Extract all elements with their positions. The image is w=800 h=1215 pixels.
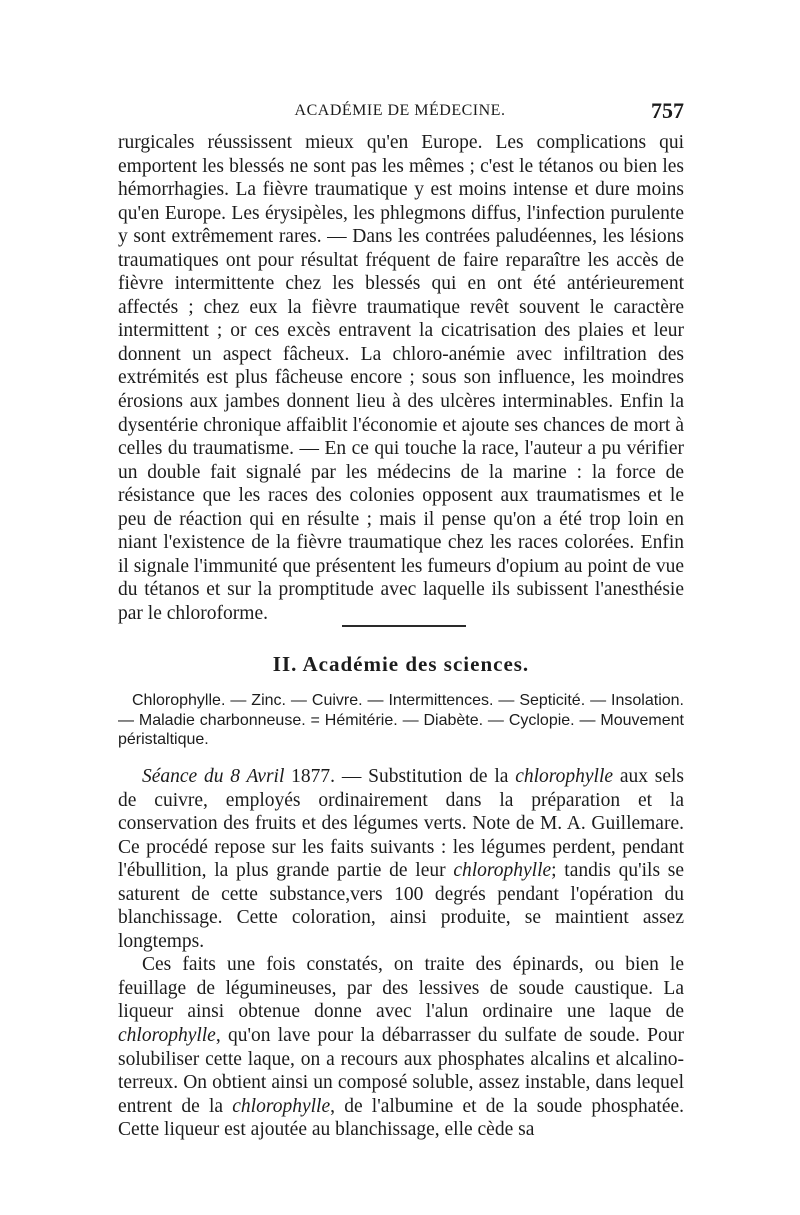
seance-text-3: ; tandis qu'ils se saturent de cette substance,vers 100 degrés pendant l'opération du blanchissage. Cette coloration, ainsi produite, se maintient assez longtemps. xyxy=(118,860,685,952)
paragraph-traumatismes: rurgicales réussissent mieux qu'en Europe. Les complications qui emportent les blessés ne sont pas les mêmes ; c'est le tétanos ou bien les hémorrhagies. La fièvre traumatique y est moins intense et dure moins qu'en Europe. Les érysipèles, les phlegmons diffus, l'infection purulente y sont extrêmement rares. — Dans les contrées paludéennes, les lésions traumatiques ont pour résultat fréquent de faire reparaître les accès de fièvre intermittente chez les blessés qui en ont été antérieurement affectés ; chez eux la fièvre traumatique revêt souvent le caractère intermittent ; or ces excès entravent la cicatrisation des plaies et leur donnent un aspect fâcheux. La chloro-anémie avec infiltration des extrémités est plus fâcheuse encore ; sous son influence, les moindres érosions aux jambes donnent lieu à des ulcères interminables. Enfin la dysentérie chronique affaiblit l'économie et ajoute ses chances de mort à celles du traumatisme. — En ce qui touche la race, l'auteur a pu vérifier un double fait signalé par les médecins de la marine : la force de résistance que les races des colonies opposent aux traumatismes et le peu de réaction qui en résulte ; mais il pense qu'on a été trop loin en niant l'existence de la fièvre traumatique chez les races colorées. Enfin il signale l'immunité que présentent les fumeurs d'opium au point de vue du tétanos et sur la promptitude avec laquelle ils subissent l'anesthésie par le chloroforme. xyxy=(118,132,684,624)
seance-text-1: — Substitution de la xyxy=(341,766,509,787)
page-number: 757 xyxy=(651,98,684,123)
term-chlorophylle: chlorophylle xyxy=(453,860,552,882)
seance-text-2: aux sels de cuivre, employés ordinairement dans la préparation et la conservation des fruits et des légumes verts. Note de M. A. Guillemare. Ce procédé repose sur les faits suivants : les légumes perdent, pendant l'ébullition, la plus grande partie de leur xyxy=(118,766,684,882)
section-divider xyxy=(342,625,466,627)
section-title: II. Académie des sciences. xyxy=(272,652,530,676)
body-text-top xyxy=(118,131,684,625)
paragraph-seance xyxy=(118,765,684,953)
page-header xyxy=(118,100,682,124)
body-text-bottom xyxy=(118,765,684,1142)
term-chlorophylle: chlorophylle xyxy=(232,1095,331,1117)
seance-year: 1877. xyxy=(291,766,336,787)
term-chlorophylle: chlorophylle xyxy=(515,766,614,787)
running-title: ACADÉMIE DE MÉDECINE. xyxy=(294,102,506,119)
process-text-3: , de l'albumine et de la soude phosphatée. Cette liqueur est ajoutée au blanchissage, elle cède sa xyxy=(118,1095,685,1141)
process-text-2: , qu'on lave pour la débarrasser du sulfate de soude. Pour solubiliser cette laque, on a recours aux phosphates alcalins et alcalino-terreux. On obtient ainsi un composé soluble, assez instable, dans lequel entrent de la xyxy=(118,1025,684,1117)
summary-keywords: Chlorophylle. — Zinc. — Cuivre. — Intermittences. — Septicité. — Insolation. — Maladie charbonneuse. = Hémitérie. — Diabète. — Cyclopie. — Mouvement péristaltique. xyxy=(118,692,684,748)
section-summary xyxy=(118,691,684,750)
paragraph-process xyxy=(118,953,684,1141)
process-text-1: Ces faits une fois constatés, on traite des épinards, ou bien le feuillage de légumineuses, par des lessives de soude caustique. La liqueur ainsi obtenue donne avec l'alun ordinaire une laque de xyxy=(118,954,684,1023)
term-chlorophylle: chlorophylle xyxy=(118,1025,216,1047)
seance-date: Séance du 8 Avril xyxy=(142,766,285,787)
